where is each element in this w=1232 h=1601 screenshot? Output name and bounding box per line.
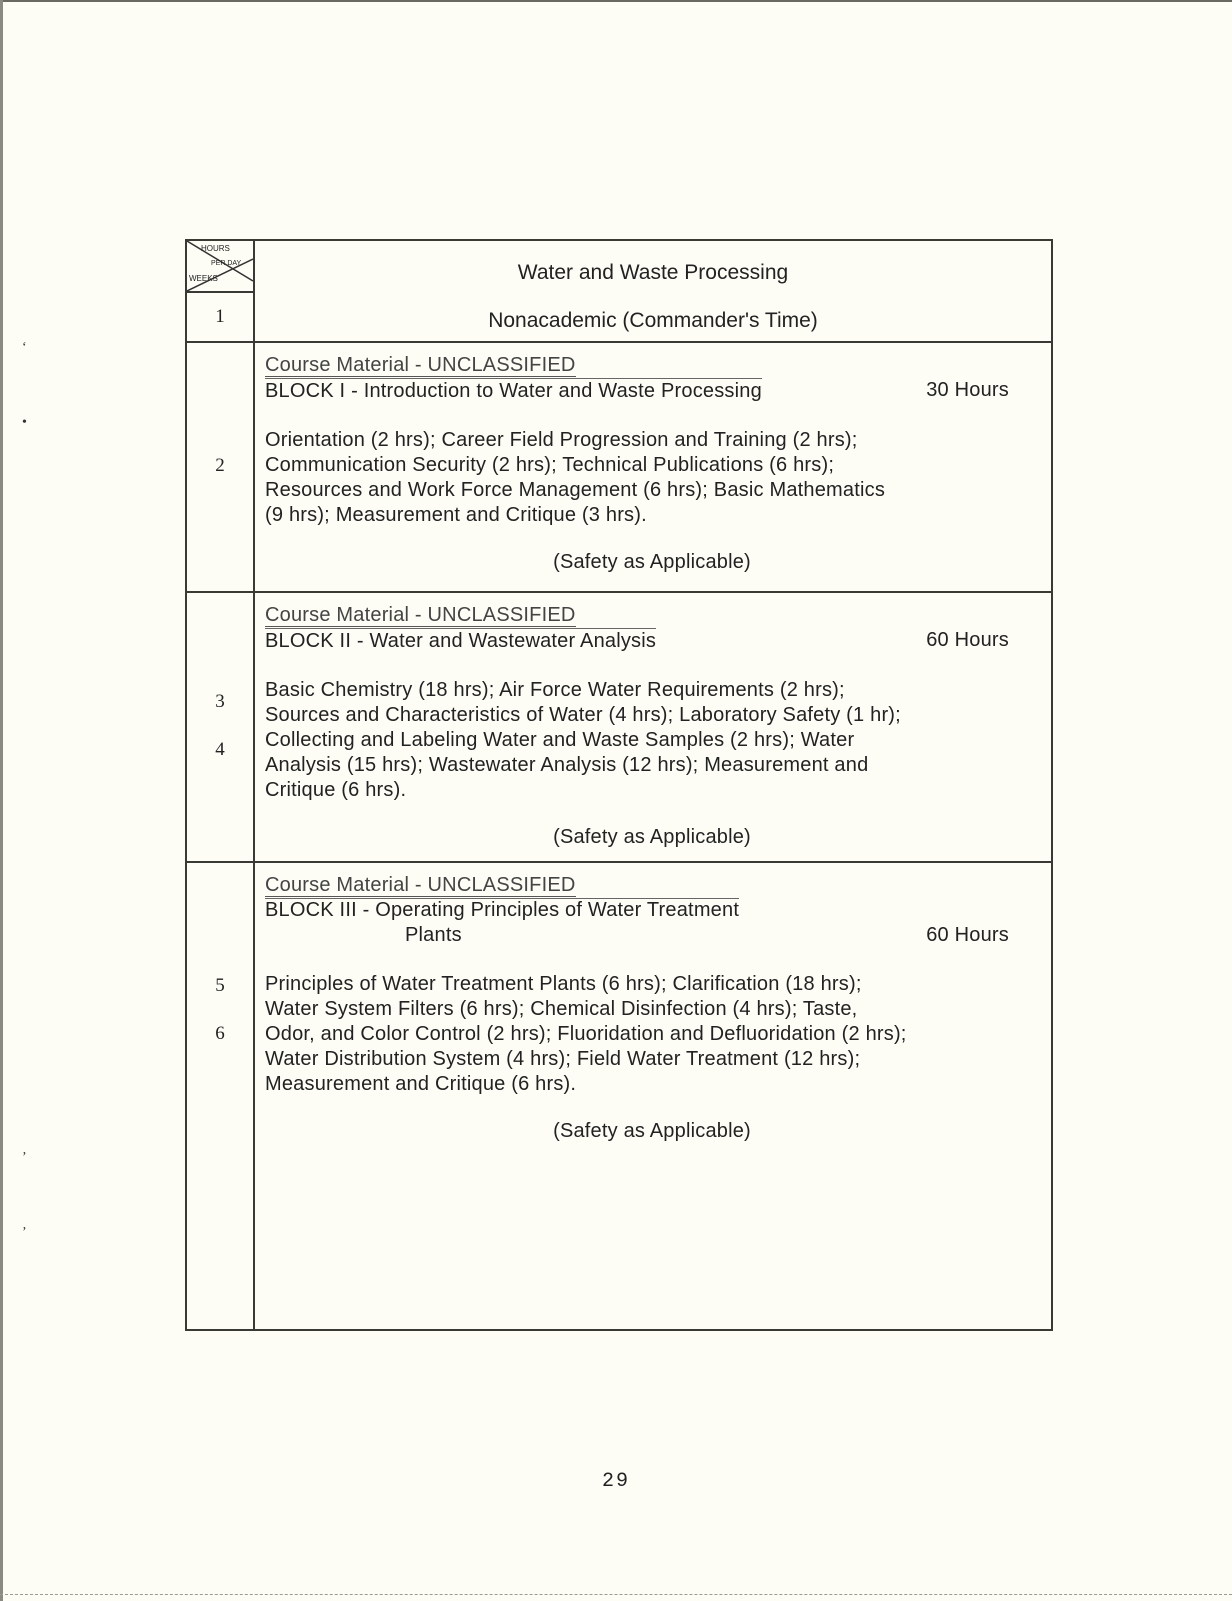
description-line: Collecting and Labeling Water and Waste Samples (2 hrs); Water bbox=[265, 729, 855, 751]
description-line: Water System Filters (6 hrs); Chemical Disinfection (4 hrs); Taste, bbox=[265, 998, 858, 1020]
weeks-cell-block-1 bbox=[186, 342, 254, 592]
course-schedule-table bbox=[185, 239, 1053, 1331]
hours-weeks-corner-cell bbox=[186, 240, 254, 292]
description-line: Analysis (15 hrs); Wastewater Analysis (12 hrs); Measurement and bbox=[265, 754, 869, 776]
description-line: Communication Security (2 hrs); Technical Publications (6 hrs); bbox=[265, 454, 835, 476]
block-2-cell bbox=[254, 592, 1052, 862]
description-line: Sources and Characteristics of Water (4 hrs); Laboratory Safety (1 hr); bbox=[265, 704, 901, 726]
diagonal-header-graphic bbox=[187, 241, 253, 291]
scan-speck: ’ bbox=[22, 1225, 27, 1240]
block-title: BLOCK II - Water and Wastewater Analysis bbox=[265, 630, 657, 652]
course-header-cell bbox=[254, 240, 1052, 342]
description-line: Measurement and Critique (6 hrs). bbox=[265, 1073, 577, 1095]
course-subtitle: Nonacademic (Commander's Time) bbox=[488, 309, 818, 332]
block-3-cell bbox=[254, 862, 1052, 1330]
block-1-cell bbox=[254, 342, 1052, 592]
week-number: 5 bbox=[215, 975, 225, 996]
course-material-label: Course Material - UNCLASSIFIED bbox=[265, 604, 576, 626]
weeks-cell-block-3 bbox=[186, 862, 254, 1330]
description-line: Resources and Work Force Management (6 hrs); Basic Mathematics bbox=[265, 479, 886, 501]
scan-speck: ‘ bbox=[22, 340, 27, 355]
week-number-1: 1 bbox=[186, 292, 254, 342]
description-line: Odor, and Color Control (2 hrs); Fluoridation and Defluoridation (2 hrs); bbox=[265, 1023, 907, 1045]
corner-label-per-day: PER DAY bbox=[211, 260, 242, 267]
description-line: (9 hrs); Measurement and Critique (3 hrs). bbox=[265, 504, 647, 526]
block-hours: 30 Hours bbox=[926, 379, 1009, 401]
safety-note: (Safety as Applicable) bbox=[553, 826, 751, 848]
block-title: BLOCK III - Operating Principles of Water Treatment bbox=[265, 899, 740, 921]
course-material-label: Course Material - UNCLASSIFIED bbox=[265, 874, 576, 896]
block-hours: 60 Hours bbox=[926, 629, 1009, 651]
block-title: BLOCK I - Introduction to Water and Waste Processing bbox=[265, 380, 762, 402]
week-number: 2 bbox=[215, 455, 225, 476]
page-bottom-edge bbox=[0, 1594, 1232, 1595]
safety-note: (Safety as Applicable) bbox=[553, 551, 751, 573]
course-material-label: Course Material - UNCLASSIFIED bbox=[265, 354, 576, 376]
block-hours: 60 Hours bbox=[926, 924, 1009, 946]
page-number: 29 bbox=[601, 1470, 630, 1493]
corner-label-hours: HOURS bbox=[201, 244, 230, 253]
week-number: 4 bbox=[215, 739, 225, 760]
description-line: Basic Chemistry (18 hrs); Air Force Water Requirements (2 hrs); bbox=[265, 679, 845, 701]
scan-speck: ’ bbox=[22, 1150, 27, 1165]
block-description bbox=[265, 678, 1039, 803]
week-number: 6 bbox=[215, 1023, 225, 1044]
description-line: Critique (6 hrs). bbox=[265, 779, 407, 801]
description-line: Water Distribution System (4 hrs); Field Water Treatment (12 hrs); bbox=[265, 1048, 861, 1070]
week-number: 3 bbox=[215, 691, 225, 712]
course-title: Water and Waste Processing bbox=[517, 261, 789, 284]
block-title-continued: Plants bbox=[405, 924, 462, 946]
description-line: Principles of Water Treatment Plants (6 hrs); Clarification (18 hrs); bbox=[265, 973, 862, 995]
weeks-cell-block-2 bbox=[186, 592, 254, 862]
page-top-edge bbox=[0, 0, 1232, 6]
page-left-edge bbox=[0, 0, 3, 1601]
scan-speck: • bbox=[22, 415, 27, 430]
safety-note: (Safety as Applicable) bbox=[553, 1120, 751, 1142]
description-line: Orientation (2 hrs); Career Field Progression and Training (2 hrs); bbox=[265, 429, 858, 451]
corner-label-weeks: WEEKS bbox=[189, 274, 218, 283]
block-description bbox=[265, 428, 1039, 528]
block-description bbox=[265, 972, 1039, 1097]
